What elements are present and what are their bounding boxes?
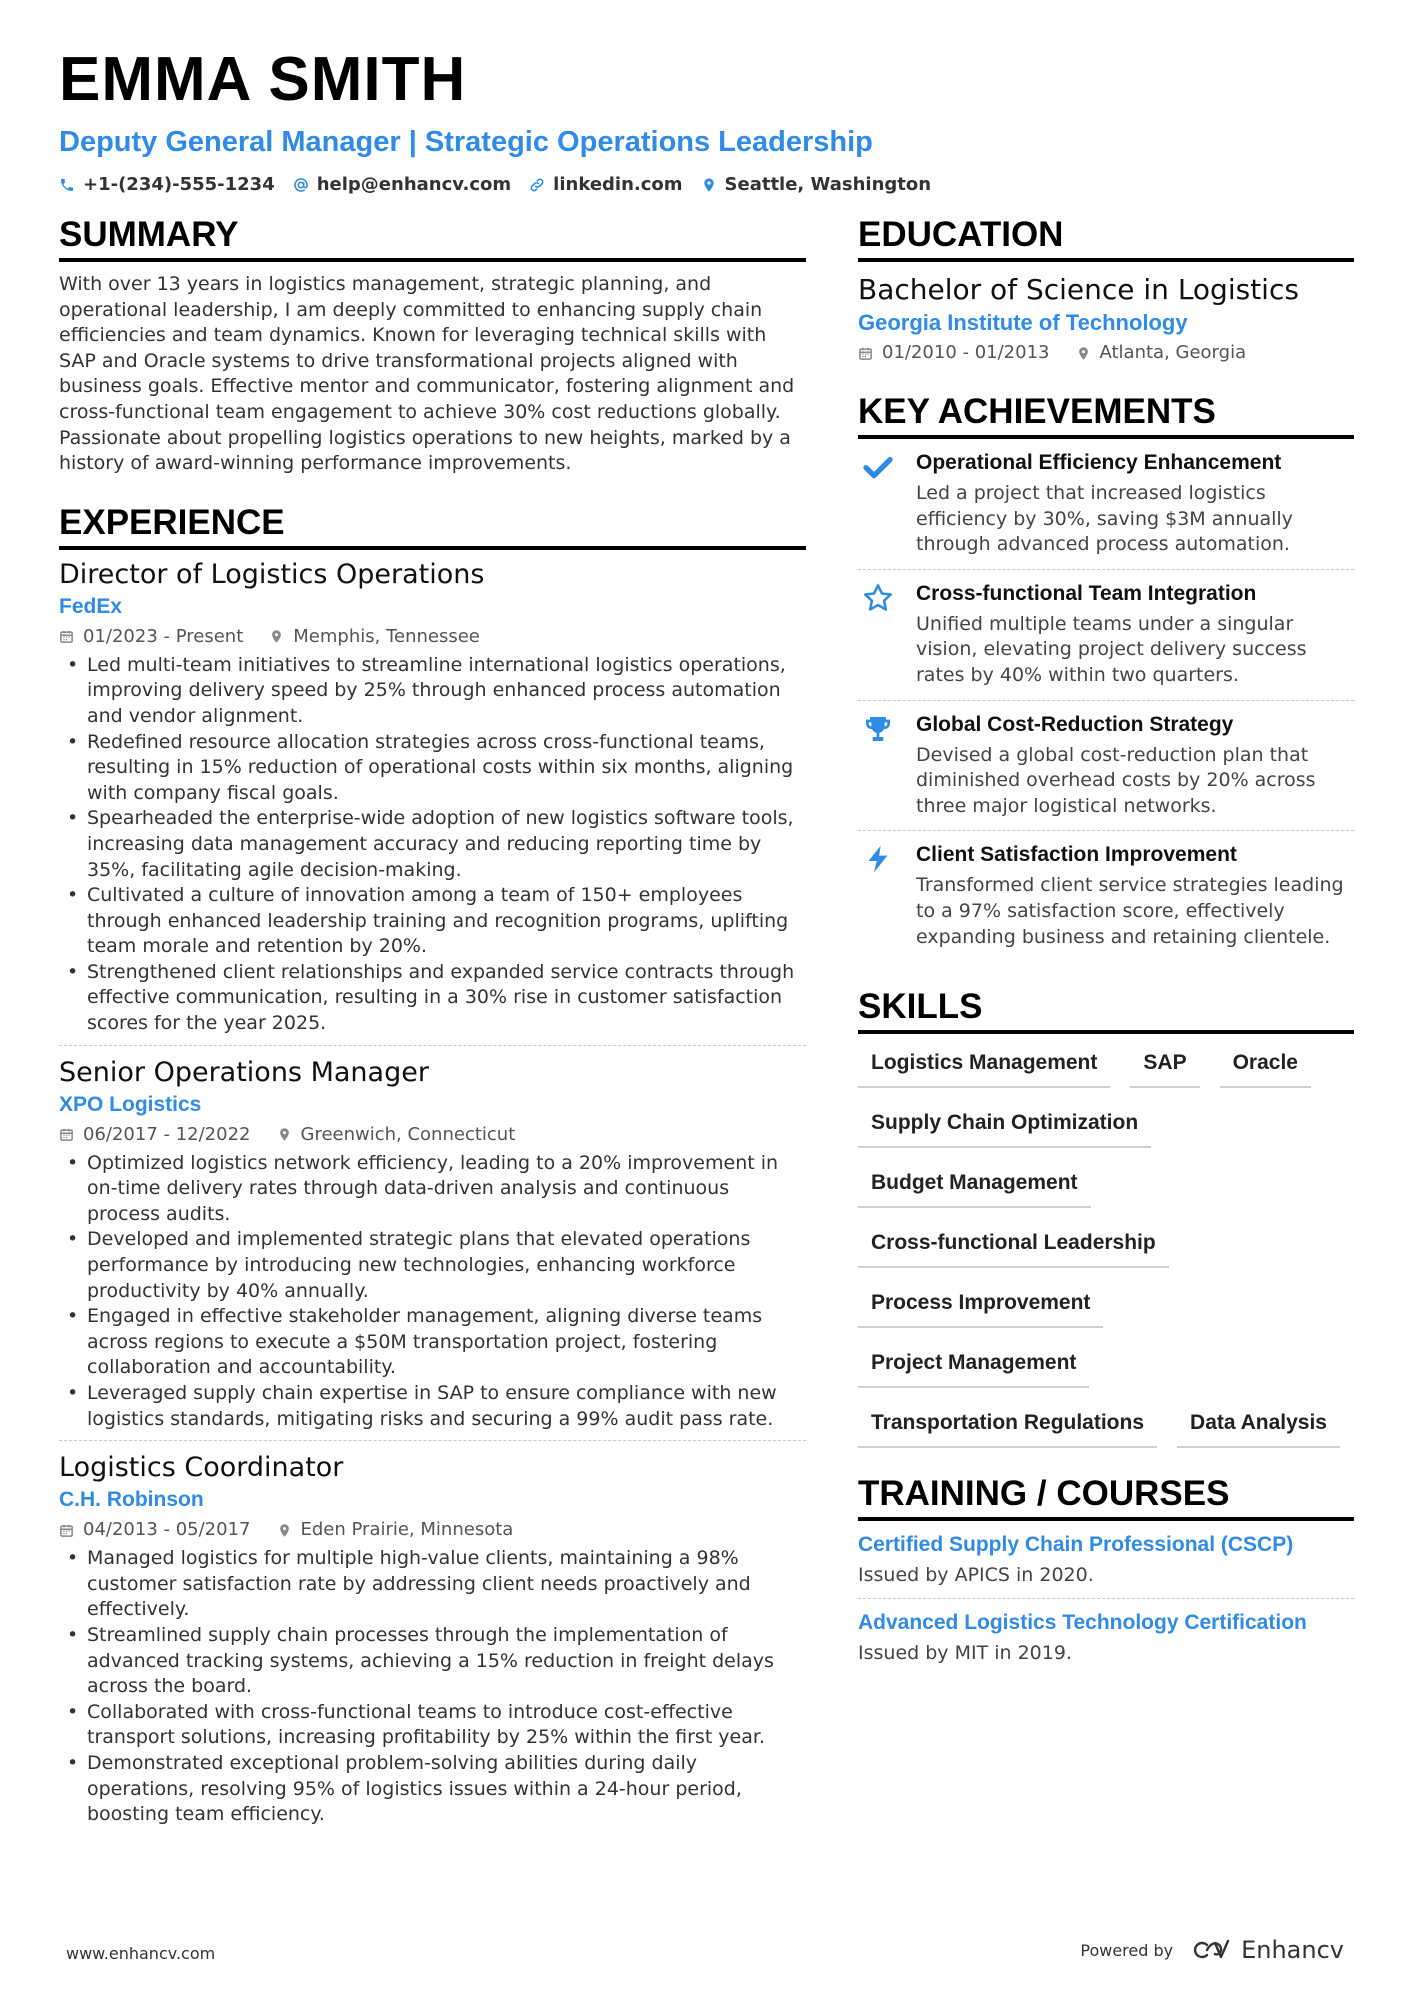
education-section: [858, 215, 1354, 366]
trophy-icon: [862, 713, 894, 745]
job-location: [277, 1122, 516, 1148]
skills-section: [858, 987, 1354, 1448]
job-entry: [59, 1451, 806, 1836]
brand-name: Enhancv: [1241, 1936, 1344, 1964]
skill-tag: Budget Management: [858, 1162, 1091, 1208]
calendar-icon: [59, 1127, 74, 1142]
skills-heading: SKILLS: [858, 987, 1354, 1034]
course-title: Advanced Logistics Technology Certification: [858, 1611, 1307, 1635]
contact-row: [59, 174, 1359, 195]
bullet-item: • Managed logistics for multiple high-value clients, maintaining a 98% customer satisfaction rate by addressing client needs proactively and effectively.: [59, 1546, 806, 1623]
job-location-text: Greenwich, Connecticut: [300, 1123, 516, 1145]
achievement-desc: Devised a global cost-reduction plan that diminished overhead costs by 20% across three major logistical networks.: [916, 743, 1316, 817]
star-icon: [862, 582, 894, 614]
skill-tag: Cross-functional Leadership: [858, 1222, 1169, 1268]
job-meta: [59, 1122, 806, 1148]
calendar-icon: [858, 346, 873, 361]
contact-phone[interactable]: [59, 174, 275, 195]
job-meta: [59, 624, 806, 650]
phone-text: +1-(234)-555-1234: [83, 174, 275, 195]
degree-title: Bachelor of Science in Logistics: [858, 273, 1299, 306]
bullet-item: • Cultivated a culture of innovation among a team of 150+ employees through enhanced leadership training and recognition programs, uplifting team morale and retention by 20%.: [59, 883, 806, 960]
bullet-item: • Demonstrated exceptional problem-solving abilities during daily operations, resolving 95% of logistics issues within a 24-hour period, boosting team efficiency.: [59, 1751, 806, 1828]
checkmark-icon: [862, 451, 894, 483]
training-heading: TRAINING / COURSES: [858, 1474, 1354, 1521]
job-bullets: [59, 1546, 806, 1828]
bullet-item: • Engaged in effective stakeholder management, aligning diverse teams across regions to execute a $50M transportation project, fostering collaboration and accountability.: [59, 1304, 806, 1381]
job-location-text: Memphis, Tennessee: [293, 625, 480, 647]
job-meta: [59, 1517, 806, 1543]
skills-list: [858, 1042, 1354, 1448]
footer-website[interactable]: www.enhancv.com: [66, 1944, 216, 1963]
company-name: FedEx: [59, 594, 123, 618]
phone-icon: [59, 177, 75, 193]
location-pin-icon: [277, 1127, 292, 1142]
school-name: Georgia Institute of Technology: [858, 310, 1188, 335]
calendar-icon: [59, 629, 74, 644]
achievement-desc: Unified multiple teams under a singular vision, elevating project delivery success rates by 40% within two quarters.: [916, 612, 1307, 686]
education-dates-text: 01/2010 - 01/2013: [882, 342, 1050, 363]
education-dates: [858, 340, 1050, 366]
bullet-item: • Spearheaded the enterprise-wide adoption of new logistics software tools, increasing data management accuracy and reducing reporting time by 35%, facilitating agile decision-making.: [59, 806, 806, 883]
achievement-item: [858, 570, 1354, 701]
experience-heading: EXPERIENCE: [59, 503, 806, 550]
summary-section: [59, 215, 806, 477]
experience-section: [59, 503, 806, 1836]
course-desc: Issued by MIT in 2019.: [858, 1642, 1072, 1665]
link-icon: [529, 177, 545, 193]
lightning-icon: [862, 843, 894, 875]
contact-email[interactable]: [293, 174, 511, 195]
achievement-title: Global Cost-Reduction Strategy: [916, 712, 1234, 736]
bullet-item: • Optimized logistics network efficiency, leading to a 20% improvement in on-time delivery rates through data-driven analysis and continuous process audits.: [59, 1151, 806, 1228]
achievement-title: Cross-functional Team Integration: [916, 581, 1257, 605]
achievement-title: Client Satisfaction Improvement: [916, 843, 1237, 867]
job-dates: [59, 1122, 251, 1148]
calendar-icon: [59, 1523, 74, 1538]
bullet-item: • Redefined resource allocation strategies across cross-functional teams, resulting in 15% reduction of operational costs within six months, aligning with company fiscal goals.: [59, 730, 806, 807]
skill-tag: Project Management: [858, 1342, 1089, 1388]
location-pin-icon: [701, 177, 717, 193]
achievements-section: [858, 392, 1354, 961]
achievement-desc: Transformed client service strategies leading to a 97% satisfaction score, effectively expanding business and retaining clientele.: [916, 874, 1344, 948]
location-pin-icon: [269, 629, 284, 644]
achievement-icon-wrap: [858, 580, 898, 689]
job-title: Logistics Coordinator: [59, 1452, 344, 1484]
contact-location: [701, 174, 932, 195]
achievement-icon-wrap: [858, 841, 898, 950]
achievement-body: [916, 449, 1354, 558]
candidate-name: EMMA SMITH: [59, 45, 467, 114]
achievement-desc: Led a project that increased logistics efficiency by 30%, saving $3M annually through advanced process automation.: [916, 482, 1293, 556]
education-location: [1076, 340, 1247, 366]
candidate-title: Deputy General Manager | Strategic Operations Leadership: [59, 126, 873, 158]
right-column: [858, 215, 1354, 1702]
achievement-icon-wrap: [858, 711, 898, 820]
linkedin-text: linkedin.com: [553, 174, 683, 195]
skill-tag: SAP: [1130, 1042, 1199, 1088]
bullet-item: • Developed and implemented strategic plans that elevated operations performance by introducing new technologies, enhancing workforce productivity by 40% annually.: [59, 1227, 806, 1304]
job-dates: [59, 624, 243, 650]
course-desc: Issued by APICS in 2020.: [858, 1564, 1094, 1587]
contact-linkedin[interactable]: [529, 174, 682, 195]
job-location-text: Eden Prairie, Minnesota: [300, 1519, 514, 1541]
email-text: help@enhancv.com: [316, 174, 512, 195]
skill-tag: Process Improvement: [858, 1282, 1103, 1328]
job-dates-text: 01/2023 - Present: [83, 625, 244, 647]
education-meta: [858, 340, 1354, 366]
footer-branding: [1080, 1936, 1344, 1964]
achievements-heading: KEY ACHIEVEMENTS: [858, 392, 1354, 439]
course-item: [858, 1599, 1354, 1676]
job-bullets: [59, 653, 806, 1037]
at-icon: [293, 177, 309, 193]
powered-by-label: Powered by: [1080, 1940, 1174, 1960]
location-pin-icon: [277, 1523, 292, 1538]
location-pin-icon: [1076, 346, 1091, 361]
achievement-item: [858, 701, 1354, 832]
job-title: Senior Operations Manager: [59, 1056, 429, 1088]
job-title: Director of Logistics Operations: [59, 558, 485, 590]
company-name: XPO Logistics: [59, 1092, 202, 1116]
achievement-item: [858, 439, 1354, 570]
skill-tag: Oracle: [1220, 1042, 1311, 1088]
bullet-item: • Leveraged supply chain expertise in SAP to ensure compliance with new logistics standards, mitigating risks and securing a 99% audit pass rate.: [59, 1381, 806, 1432]
bullet-item: • Streamlined supply chain processes through the implementation of advanced tracking systems, achieving a 15% reduction in freight delays across the board.: [59, 1623, 806, 1700]
summary-text: With over 13 years in logistics management, strategic planning, and operational leadership, I am deeply committed to enhancing supply chain efficiencies and team dynamics. Known for leveraging technical skills with SAP and Oracle systems to drive transformational projects aligned with business goals. Effective mentor and communicator, fostering alignment and cross-functional team engagement to achieve 30% cost reductions globally. Passionate about propelling logistics operations to new heights, marked by a history of award-winning performance improvements.: [59, 273, 795, 475]
achievement-body: [916, 580, 1354, 689]
skill-tag: Logistics Management: [858, 1042, 1110, 1088]
achievement-item: [858, 831, 1354, 961]
job-dates-text: 06/2017 - 12/2022: [83, 1123, 251, 1145]
brand-logo[interactable]: [1187, 1936, 1344, 1964]
achievement-title: Operational Efficiency Enhancement: [916, 451, 1282, 474]
job-dates-text: 04/2013 - 05/2017: [83, 1519, 251, 1541]
course-title: Certified Supply Chain Professional (CSCP): [858, 1533, 1294, 1557]
left-column: [59, 215, 806, 1862]
enhancv-logo-icon: [1187, 1937, 1233, 1963]
bullet-item: • Strengthened client relationships and expanded service contracts through effective communication, resulting in a 30% rise in customer satisfaction scores for the year 2025.: [59, 960, 806, 1037]
location-text: Seattle, Washington: [724, 174, 932, 195]
job-bullets: [59, 1151, 806, 1433]
skill-tag: Transportation Regulations: [858, 1402, 1157, 1448]
job-location: [277, 1517, 514, 1543]
achievement-body: [916, 841, 1354, 950]
bullet-item: • Collaborated with cross-functional teams to introduce cost-effective transport solutions, increasing profitability by 25% within the first year.: [59, 1700, 806, 1751]
skill-tag: Supply Chain Optimization: [858, 1102, 1151, 1148]
course-item: [858, 1521, 1354, 1599]
achievement-icon-wrap: [858, 449, 898, 558]
summary-heading: SUMMARY: [59, 215, 806, 262]
education-heading: EDUCATION: [858, 215, 1354, 262]
header: [59, 44, 1359, 195]
education-location-text: Atlanta, Georgia: [1099, 342, 1247, 363]
job-entry: [59, 1056, 806, 1442]
skill-tag: Data Analysis: [1177, 1402, 1340, 1448]
training-section: [858, 1474, 1354, 1676]
company-name: C.H. Robinson: [59, 1488, 204, 1512]
bullet-item: • Led multi-team initiatives to streamline international logistics operations, improving delivery speed by 25% through enhanced process automation and vendor alignment.: [59, 653, 806, 730]
job-dates: [59, 1517, 251, 1543]
job-location: [269, 624, 480, 650]
job-entry: [59, 558, 806, 1046]
achievement-body: [916, 711, 1354, 820]
